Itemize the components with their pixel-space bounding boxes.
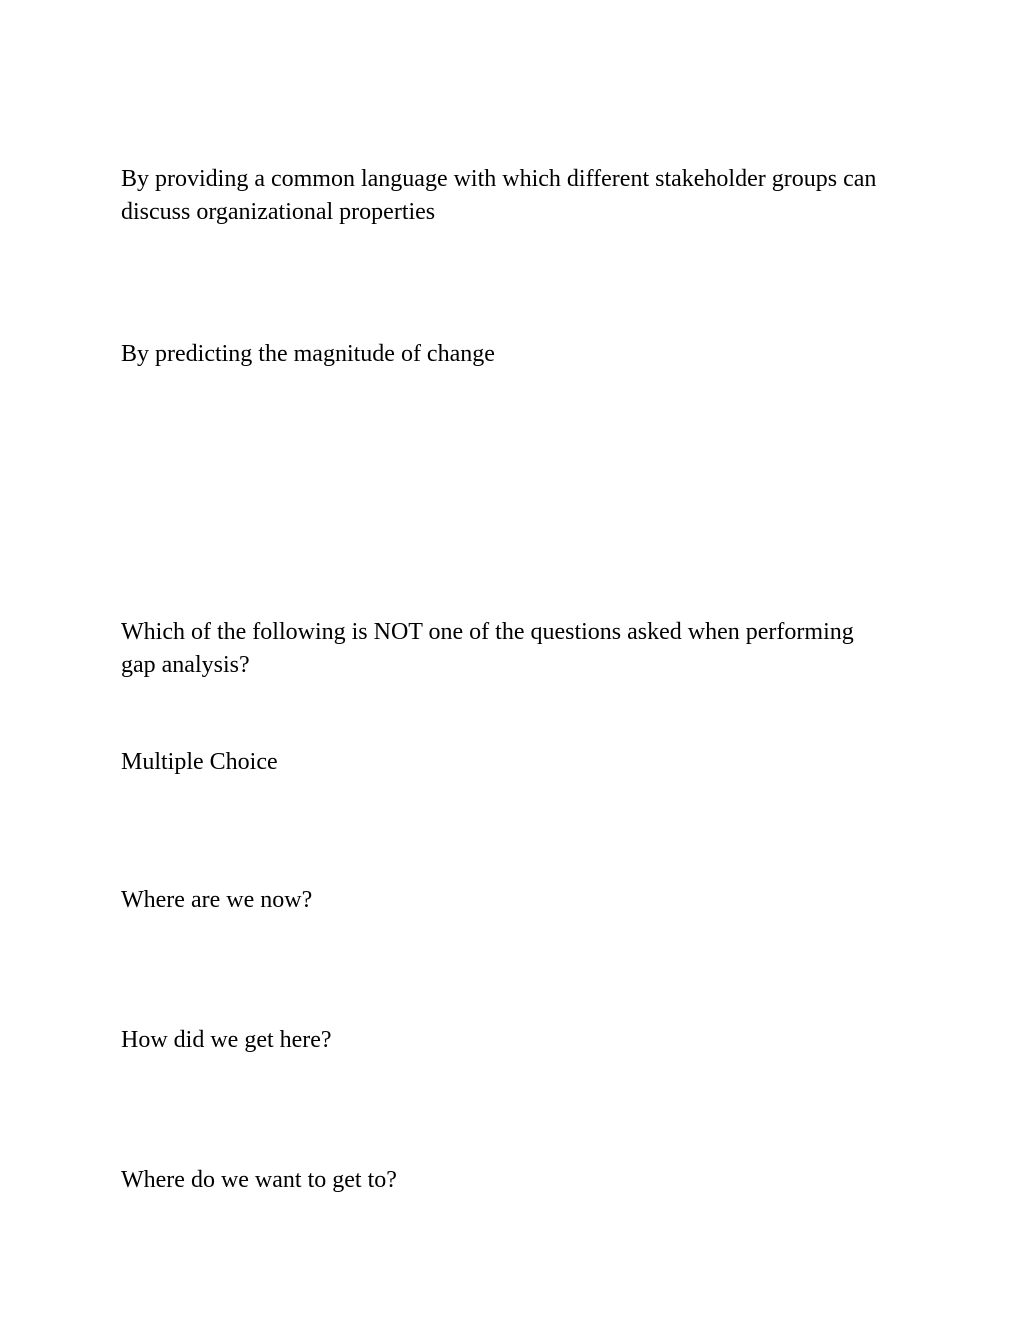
choice-how-did-we-get-here: How did we get here? bbox=[121, 1027, 332, 1053]
choice-where-do-we-want-to-get: Where do we want to get to? bbox=[121, 1167, 397, 1193]
answer-option-common-language: By providing a common language with which different stakeholder groups can discuss organizational properties bbox=[121, 166, 877, 225]
question-text: Which of the following is NOT one of the questions asked when performing gap analysis? bbox=[121, 619, 854, 678]
question-type-label: Multiple Choice bbox=[121, 749, 278, 775]
answer-option-predicting-change: By predicting the magnitude of change bbox=[121, 341, 495, 367]
choice-where-are-we-now: Where are we now? bbox=[121, 887, 313, 913]
